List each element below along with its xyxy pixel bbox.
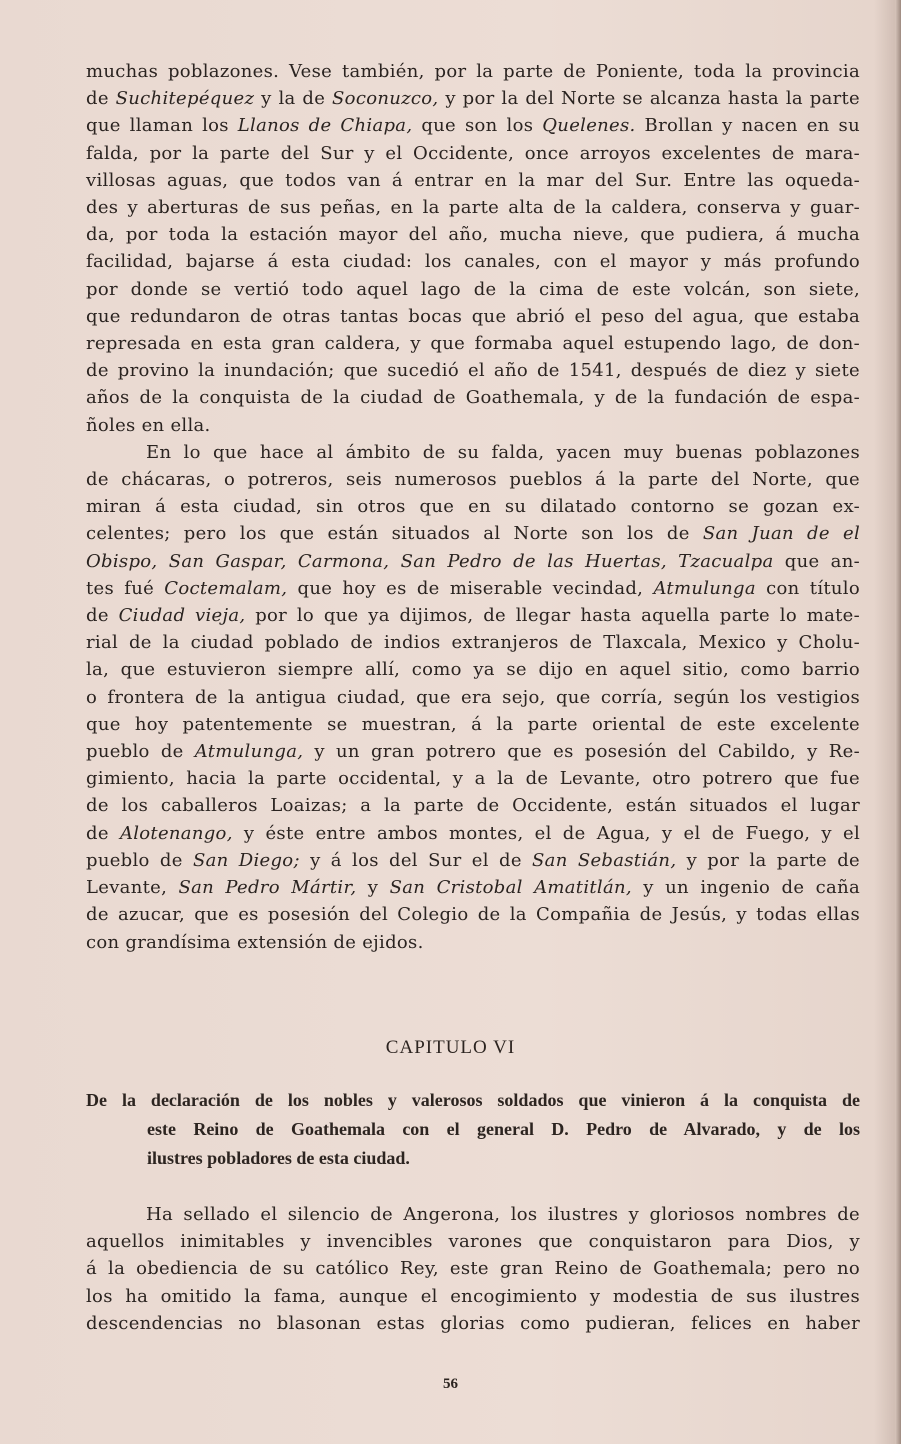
chapter-title: CAPITULO VI (385, 1037, 516, 1058)
text-line: la, que estuvieron siempre allí, como ya se dijo en aquel sitio, como barrio (86, 659, 860, 681)
text-line: represada en esta gran caldera, y que formaba aquel estupendo lago, de don- (86, 333, 860, 355)
text-line: tes fué Coctemalam, que hoy es de miserable vecindad, Atmulunga con título (86, 577, 861, 599)
text-line: falda, por la parte del Sur y el Occidente, once arroyos excelentes de mara- (86, 142, 860, 164)
text-line: celentes; pero los que están situados al Norte son los de San Juan de el (86, 523, 860, 545)
text-line: de provino la inundación; que sucedió el año de 1541, después de diez y siete (86, 360, 860, 382)
chapter-heading (86, 1086, 860, 1173)
text-line: años de la conquista de la ciudad de Goathemala, y de la fundación de espa- (86, 387, 860, 409)
text-line: que hoy patentemente se muestran, á la parte oriental de este excelente (86, 713, 860, 735)
text-line: de azucar, que es posesión del Colegio de la Compañia de Jesús, y todas ellas (86, 904, 860, 926)
text-line: de Alotenango, y éste entre ambos montes, el de Agua, y el de Fuego, y el (86, 822, 861, 844)
text-line: Obispo, San Gaspar, Carmona, San Pedro de las Huertas, Tzacualpa que an- (86, 550, 860, 572)
paragraph-3 (86, 1201, 860, 1337)
text-line: pueblo de San Diego; y á los del Sur el de San Sebastián, y por la parte de (86, 849, 860, 871)
text-line: de los caballeros Loaizas; a la parte de Occidente, están situados el lugar (86, 795, 860, 817)
text-line: muchas poblazones. Vese también, por la parte de Poniente, toda la provincia (86, 61, 860, 82)
page-number: 56 (443, 1376, 458, 1392)
paragraph-2 (86, 439, 860, 956)
page-edge (895, 0, 901, 1444)
text-line: que redundaron de otras tantas bocas que abrió el peso del agua, que estaba (86, 305, 860, 327)
text-line: de chácaras, o potreros, seis numerosos pueblos á la parte del Norte, que (86, 469, 860, 491)
text-line: los ha omitido la fama, aunque el encogimiento y modestia de sus ilustres (86, 1285, 860, 1307)
heading-line: De la declaración de los nobles y valerosos soldados que vinieron á la conquista de (86, 1090, 860, 1110)
text-line: por donde se vertió todo aquel lago de la cima de este volcán, son siete, (86, 278, 860, 300)
text-line: miran á esta ciudad, sin otros que en su dilatado contorno se gozan ex- (86, 496, 860, 518)
text-line: descendencias no blasonan estas glorias como pudieran, felices en haber (86, 1312, 860, 1334)
heading-line: este Reino de Goathemala con el general D. Pedro de Alvarado, y de los (147, 1119, 860, 1139)
body-text (86, 58, 860, 956)
text-line: ñoles en ella. (86, 414, 211, 436)
text-line: que llaman los Llanos de Chiapa, que son los Quelenes. Brollan y nacen en su (86, 115, 860, 137)
paragraph-1 (86, 58, 860, 439)
text-line: des y aberturas de sus peñas, en la parte alta de la caldera, conserva y guar- (86, 197, 860, 219)
text-line: rial de la ciudad poblado de indios extranjeros de Tlaxcala, Mexico y Cholu- (86, 632, 860, 654)
text-line: Ha sellado el silencio de Angerona, los ilustres y gloriosos nombres de (146, 1204, 860, 1225)
heading-line: ilustres pobladores de esta ciudad. (147, 1148, 410, 1168)
text-line: aquellos inimitables y invencibles varones que conquistaron para Dios, y (86, 1231, 860, 1253)
text-line: á la obediencia de su católico Rey, este gran Reino de Goathemala; pero no (86, 1258, 860, 1280)
text-line: de Suchitepéquez y la de Soconuzco, y por la del Norte se alcanza hasta la parte (86, 88, 861, 110)
text-line: pueblo de Atmulunga, y un gran potrero que es posesión del Cabildo, y Re- (86, 741, 860, 763)
text-line: villosas aguas, que todos van á entrar en la mar del Sur. Entre las oqueda- (86, 169, 860, 191)
text-line: facilidad, bajarse á esta ciudad: los canales, con el mayor y más profundo (86, 251, 860, 273)
text-line: con grandísima extensión de ejidos. (86, 931, 424, 953)
text-line: da, por toda la estación mayor del año, mucha nieve, que pudiera, á mucha (86, 224, 860, 246)
text-line: En lo que hace al ámbito de su falda, yacen muy buenas poblazones (146, 441, 860, 463)
text-line: gimiento, hacia la parte occidental, y a la de Levante, otro potrero que fue (86, 768, 860, 790)
text-line: o frontera de la antigua ciudad, que era sejo, que corría, según los vestigios (86, 686, 860, 708)
text-line: de Ciudad vieja, por lo que ya dijimos, de llegar hasta aquella parte lo mate- (86, 605, 861, 627)
text-line: Levante, San Pedro Mártir, y San Cristobal Amatitlán, y un ingenio de caña (86, 877, 860, 899)
